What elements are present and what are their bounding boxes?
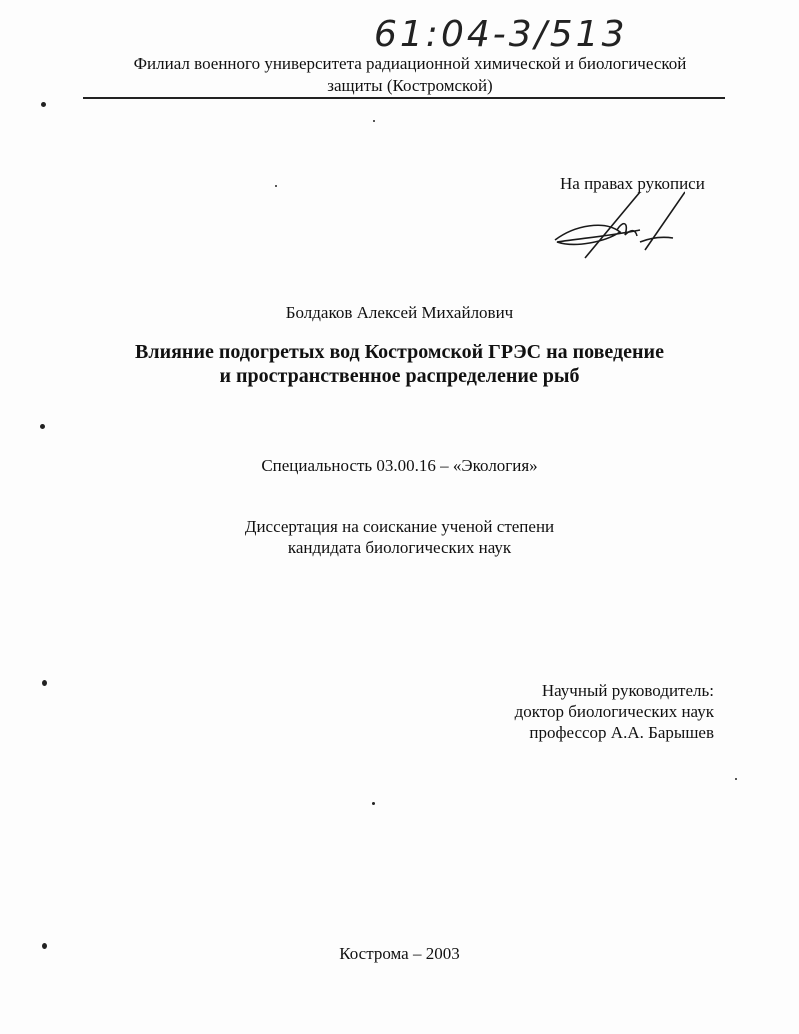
manuscript-rights-label: На правах рукописи	[560, 174, 705, 193]
handwritten-archive-code	[370, 6, 640, 56]
handwritten-signature	[545, 180, 685, 260]
institution-name-line2: защиты (Костромской)	[327, 76, 493, 95]
supervisor-name: профессор А.А. Барышев	[529, 723, 714, 742]
scan-speck	[275, 185, 277, 187]
scan-speck	[735, 778, 737, 780]
specialty-code: Специальность 03.00.16 – «Экология»	[261, 456, 538, 475]
degree-statement-line1: Диссертация на соискание ученой степени	[244, 517, 555, 536]
scan-speck	[42, 680, 47, 686]
dissertation-title-line1: Влияние подогретых вод Костромской ГРЭС на поведение	[135, 341, 664, 363]
scan-speck	[42, 943, 47, 949]
header-divider	[83, 97, 725, 99]
supervisor-degree: доктор биологических наук	[514, 702, 714, 721]
dissertation-title-line2: и пространственное распределение рыб	[219, 365, 580, 387]
author-name: Болдаков Алексей Михайлович	[285, 303, 514, 322]
city-and-year: Кострома – 2003	[339, 944, 460, 963]
degree-statement-line2: кандидата биологических наук	[287, 538, 512, 557]
scan-speck	[40, 424, 45, 429]
handwritten-archive-code-text: 61:04-3/513	[374, 14, 628, 55]
scan-speck	[372, 802, 375, 805]
scan-speck	[41, 102, 46, 107]
supervisor-label: Научный руководитель:	[541, 681, 714, 700]
scan-speck	[373, 120, 375, 122]
institution-name-line1: Филиал военного университета радиационной химической и биологической	[133, 54, 687, 73]
